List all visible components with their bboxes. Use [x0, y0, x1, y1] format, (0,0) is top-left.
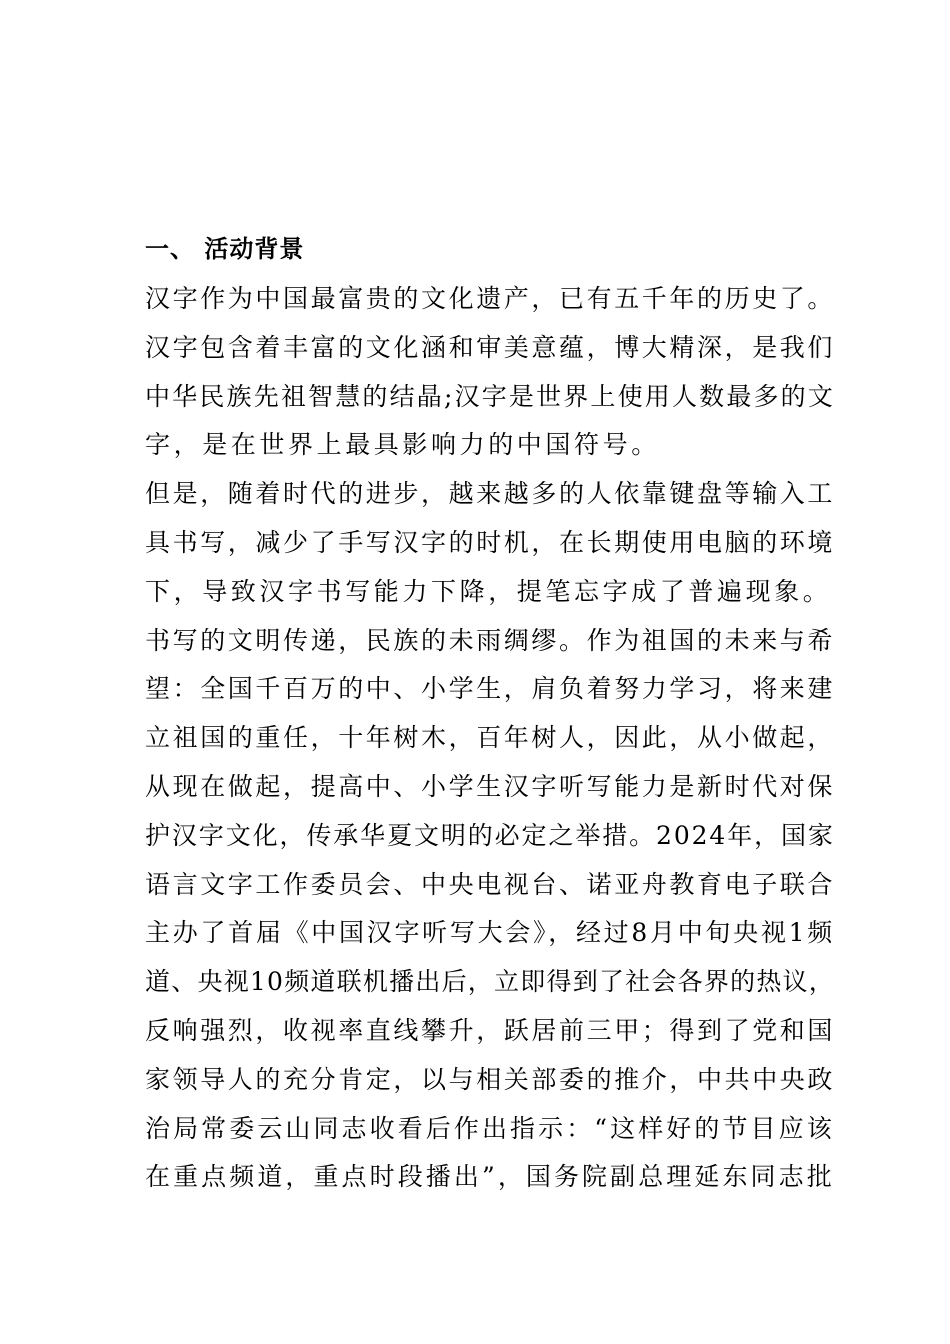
- document-body: [145, 225, 835, 1202]
- section-heading: 一、 活动背景: [145, 235, 305, 263]
- body-line: 道、央视10频道联机播出后，立即得到了社会各界的热议，: [145, 967, 836, 997]
- body-line: 但是，随着时代的进步，越来越多的人依靠键盘等输入工: [145, 479, 836, 509]
- body-line: 护汉字文化，传承华夏文明的必定之举措。2024年，国家: [145, 820, 835, 850]
- body-line: 反响强烈，收视率直线攀升，跃居前三甲；得到了党和国: [145, 1015, 836, 1045]
- body-line: 立祖国的重任，十年树木，百年树人，因此，从小做起，: [145, 723, 836, 753]
- body-line: 汉字包含着丰富的文化涵和审美意蕴，博大精深，是我们: [145, 332, 836, 362]
- body-line: 从现在做起，提高中、小学生汉字听写能力是新时代对保: [145, 771, 836, 801]
- body-line: 中华民族先祖智慧的结晶;汉字是世界上使用人数最多的文: [145, 381, 836, 411]
- body-line: 在重点频道，重点时段播出”，国务院副总理延东同志批: [145, 1162, 835, 1192]
- body-line: 家领导人的充分肯定，以与相关部委的推介，中共中央政: [145, 1064, 836, 1094]
- body-line: 治局常委云山同志收看后作出指示：“这样好的节目应该: [145, 1113, 835, 1143]
- body-line: 望：全国千百万的中、小学生，肩负着努力学习，将来建: [145, 674, 836, 704]
- body-line: 字，是在世界上最具影响力的中国符号。: [145, 430, 660, 460]
- body-line: 语言文字工作委员会、中央电视台、诺亚舟教育电子联合: [145, 869, 836, 899]
- body-line: 书写的文明传递，民族的未雨绸缪。作为祖国的未来与希: [145, 625, 836, 655]
- body-line: 主办了首届《中国汉字听写大会》，经过8月中旬央视1频: [145, 918, 835, 948]
- body-line: 下，导致汉字书写能力下降，提笔忘字成了普遍现象。: [145, 576, 832, 606]
- body-line: 汉字作为中国最富贵的文化遗产，已有五千年的历史了。: [145, 284, 836, 313]
- body-line: 具书写，减少了手写汉字的时机，在长期使用电脑的环境: [145, 527, 836, 557]
